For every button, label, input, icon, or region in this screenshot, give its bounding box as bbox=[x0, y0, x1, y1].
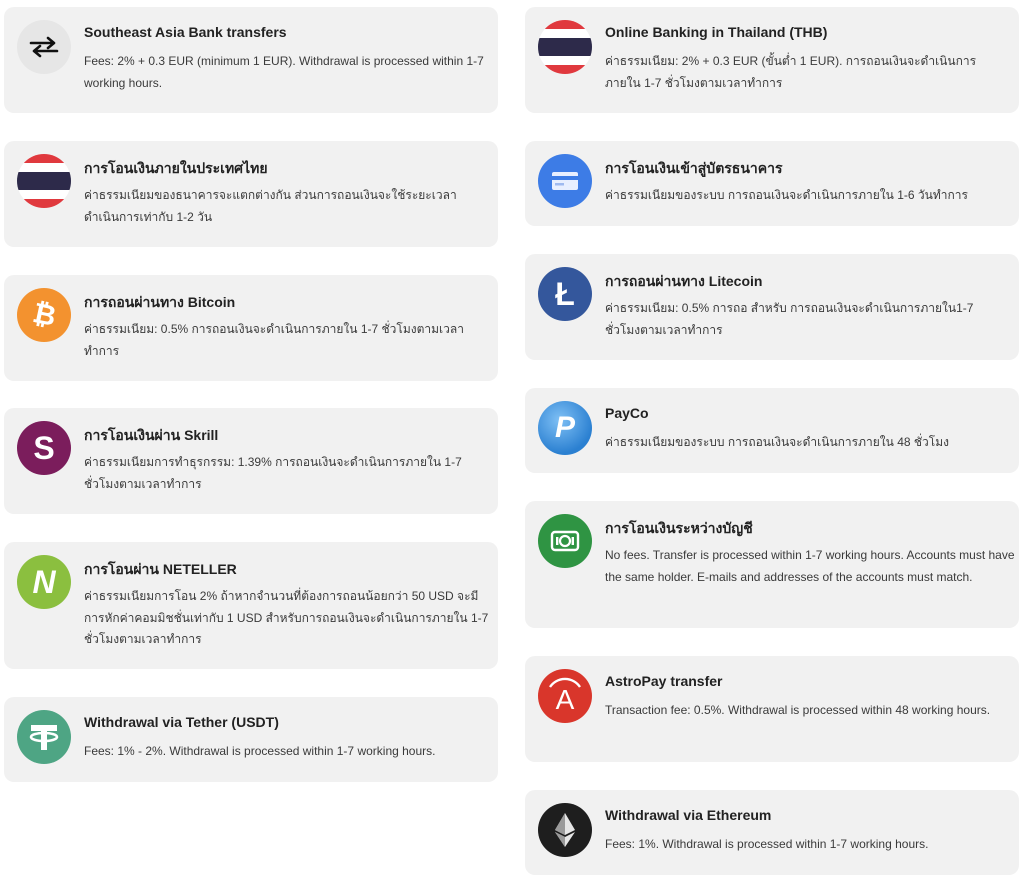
payment-description: ค่าธรรมเนียมของระบบ การถอนเงินจะดำเนินการภายใน 1-6 วันทำการ bbox=[605, 188, 968, 202]
payment-card-astropay[interactable] bbox=[525, 656, 1019, 762]
payco-icon bbox=[538, 401, 592, 455]
payment-title: Southeast Asia Bank transfers bbox=[84, 24, 287, 40]
payment-title: Withdrawal via Tether (USDT) bbox=[84, 714, 279, 730]
skrill-glyph: S bbox=[33, 429, 55, 466]
payment-card-litecoin[interactable] bbox=[525, 254, 1019, 360]
neteller-glyph: N bbox=[32, 563, 56, 600]
neteller-icon bbox=[17, 555, 71, 609]
payment-description: ค่าธรรมเนียมการโอน 2% ถ้าหากจำนวนที่ต้องการถอนน้อยกว่า 50 USD จะมีการหักค่าคอมมิชชั่นเท่ากับ 1 USD สำหรับการถอนเงินจะดำเนินการภายใน 1-7 ชั่วโมงตามเวลาทำการ bbox=[84, 589, 489, 646]
thailand-flag-icon bbox=[17, 154, 71, 208]
payment-description: ค่าธรรมเนียมของระบบ การถอนเงินจะดำเนินการภายใน 48 ชั่วโมง bbox=[605, 435, 949, 449]
payment-title: การโอนเงินผ่าน Skrill bbox=[84, 427, 219, 443]
payment-description: Fees: 2% + 0.3 EUR (minimum 1 EUR). Withdrawal is processed within 1-7 working hours. bbox=[84, 54, 484, 90]
bank-card-icon bbox=[538, 154, 592, 208]
payment-description: ค่าธรรมเนียมการทำธุรกรรม: 1.39% การถอนเงินจะดำเนินการภายใน 1-7 ชั่วโมงตามเวลาทำการ bbox=[84, 455, 462, 491]
payment-title: การโอนผ่าน NETELLER bbox=[84, 561, 237, 577]
payment-card-tether[interactable] bbox=[4, 697, 498, 782]
litecoin-icon bbox=[538, 267, 592, 321]
payment-card-account-transfer[interactable] bbox=[525, 501, 1019, 628]
astropay-glyph: A bbox=[555, 684, 575, 715]
payment-title: การโอนเงินระหว่างบัญชี bbox=[605, 520, 753, 536]
payment-title: การถอนผ่านทาง Litecoin bbox=[605, 273, 763, 289]
litecoin-glyph: Ł bbox=[555, 275, 575, 312]
payment-card-ethereum[interactable] bbox=[525, 790, 1019, 875]
payment-title: AstroPay transfer bbox=[605, 673, 723, 689]
payment-description: ค่าธรรมเนียม: 0.5% การถอ สำหรับ การถอนเงินจะดำเนินการภายใน1-7 ชั่วโมงตามเวลาทำการ bbox=[605, 301, 974, 337]
payment-description: ค่าธรรมเนียม: 2% + 0.3 EUR (ขั้นต่ำ 1 EUR). การถอนเงินจะดำเนินการภายใน 1-7 ชั่วโมงตามเวลาทำการ bbox=[605, 54, 977, 90]
payment-description: Transaction fee: 0.5%. Withdrawal is processed within 48 working hours. bbox=[605, 703, 991, 717]
payment-card-neteller[interactable] bbox=[4, 542, 498, 669]
payment-card-online-banking-thailand[interactable] bbox=[525, 7, 1019, 113]
payment-card-bank-card[interactable] bbox=[525, 141, 1019, 226]
skrill-icon bbox=[17, 421, 71, 475]
astropay-icon bbox=[538, 669, 592, 723]
thailand-flag-icon bbox=[538, 20, 592, 74]
account-transfer-icon bbox=[538, 514, 592, 568]
payment-title: การถอนผ่านทาง Bitcoin bbox=[84, 294, 236, 310]
tether-icon bbox=[17, 710, 71, 764]
payment-card-thai-domestic-transfer[interactable] bbox=[4, 141, 498, 247]
payment-description: Fees: 1%. Withdrawal is processed within 1-7 working hours. bbox=[605, 837, 929, 851]
ethereum-icon bbox=[538, 803, 592, 857]
payment-title: การโอนเงินภายในประเทศไทย bbox=[84, 160, 268, 176]
payment-description: Fees: 1% - 2%. Withdrawal is processed within 1-7 working hours. bbox=[84, 744, 436, 758]
payment-title: PayCo bbox=[605, 405, 649, 421]
payment-card-payco[interactable] bbox=[525, 388, 1019, 473]
payco-glyph: P bbox=[554, 411, 575, 444]
payment-description: ค่าธรรมเนียมของธนาคารจะแตกต่างกัน ส่วนการถอนเงินจะใช้ระยะเวลาดำเนินการเท่ากับ 1-2 วัน bbox=[84, 188, 457, 224]
payment-card-southeast-asia-bank[interactable] bbox=[4, 7, 498, 113]
payment-title: Online Banking in Thailand (THB) bbox=[605, 24, 828, 40]
payment-title: การโอนเงินเข้าสู่บัตรธนาคาร bbox=[605, 160, 783, 176]
payment-description: ค่าธรรมเนียม: 0.5% การถอนเงินจะดำเนินการภายใน 1-7 ชั่วโมงตามเวลาทำการ bbox=[84, 322, 464, 358]
bitcoin-glyph: ₿ bbox=[29, 296, 59, 333]
payment-card-bitcoin[interactable] bbox=[4, 275, 498, 381]
transfer-arrows-icon bbox=[17, 20, 71, 74]
payment-title: Withdrawal via Ethereum bbox=[605, 807, 772, 823]
payment-description: No fees. Transfer is processed within 1-7 working hours. Accounts must have the same holder. E-mails and addresses of the accounts must match. bbox=[605, 548, 1015, 584]
bitcoin-icon bbox=[17, 288, 71, 342]
payment-card-skrill[interactable] bbox=[4, 408, 498, 514]
